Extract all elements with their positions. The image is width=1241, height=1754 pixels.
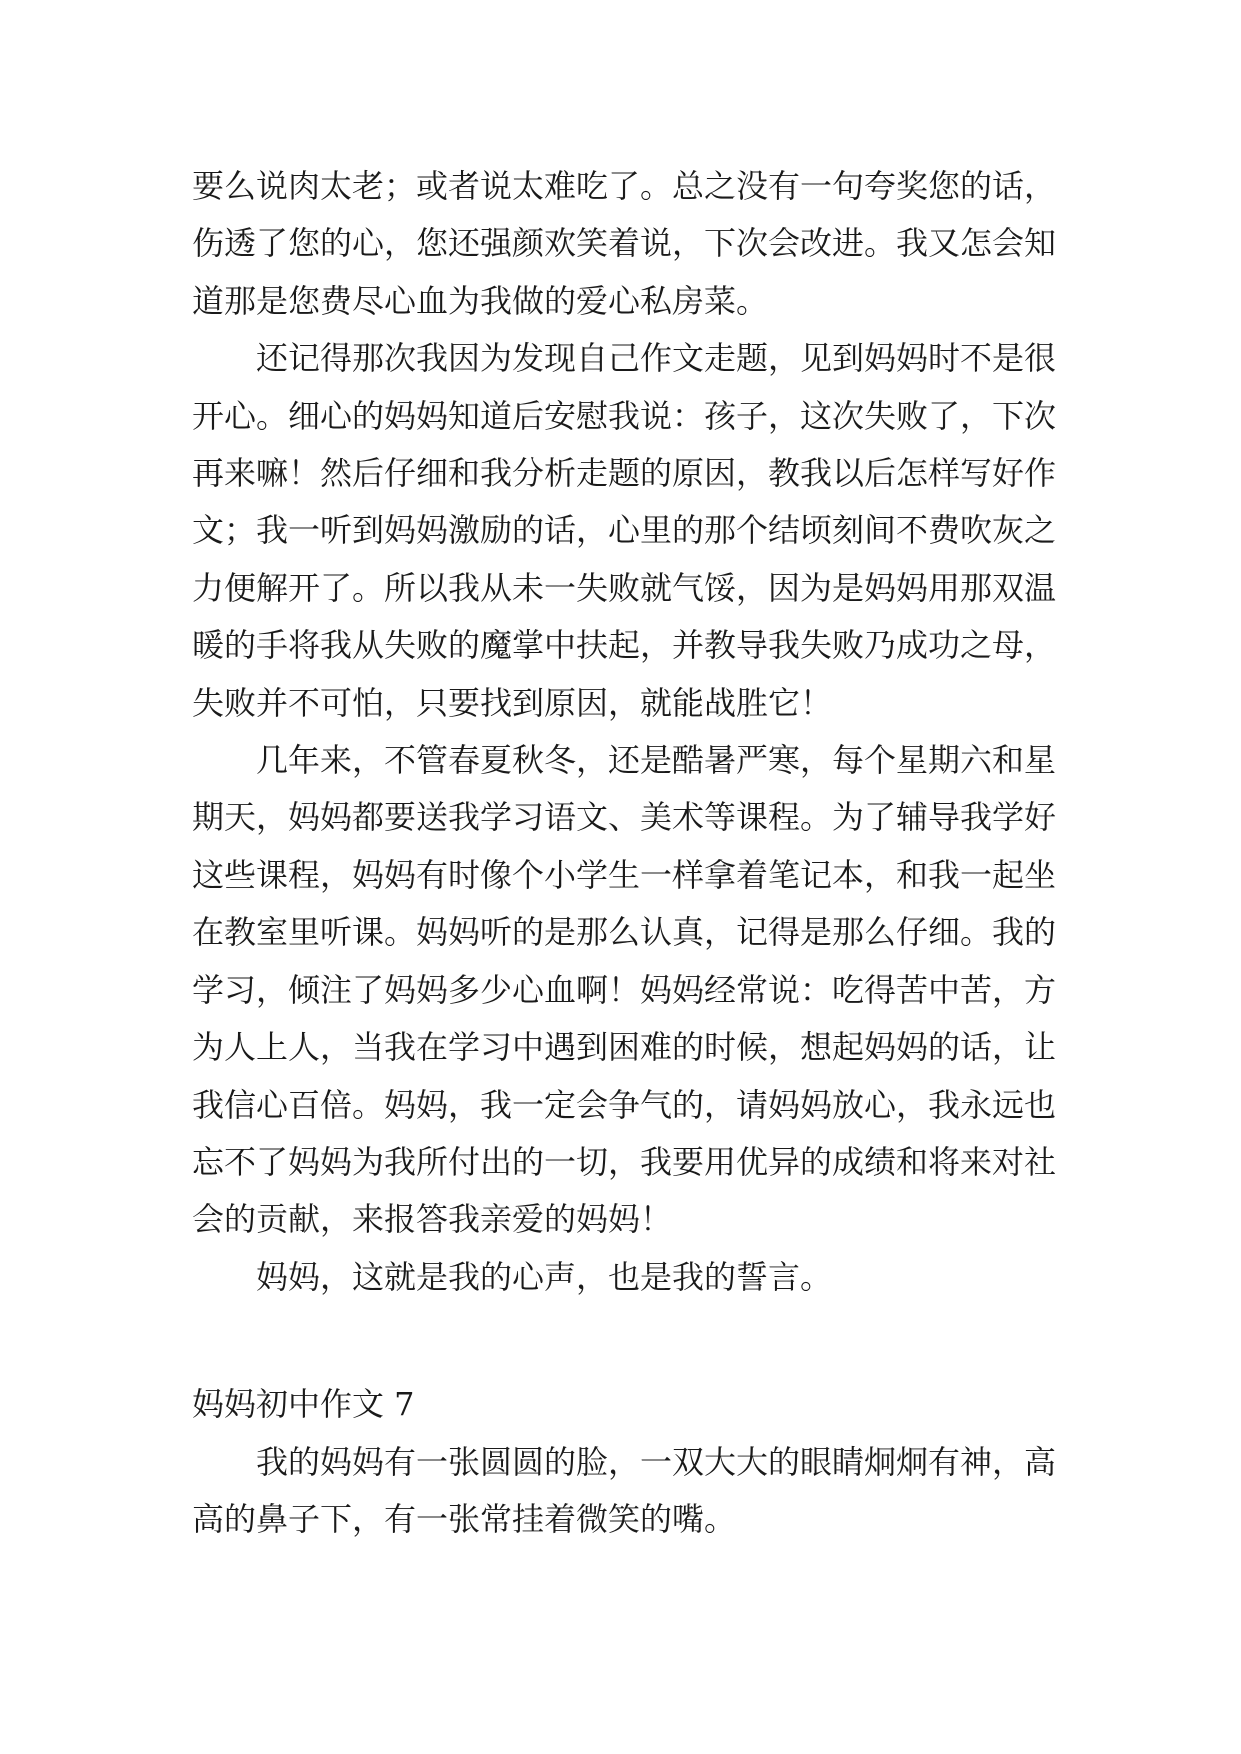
paragraph: 还记得那次我因为发现自己作文走题，见到妈妈时不是很开心。细心的妈妈知道后安慰我说：孩子，这次失败了，下次再来嘛！然后仔细和我分析走题的原因，教我以后怎样写好作文；我一听到妈妈激励的话，心里的那个结顷刻间不费吹灰之力便解开了。所以我从未一失败就气馁，因为是妈妈用那双温暖的手将我从失败的魔掌中扶起，并教导我失败乃成功之母，失败并不可怕，只要找到原因，就能战胜它！ — [192, 339, 1057, 722]
paragraph-continued: 要么说肉太老；或者说太难吃了。总之没有一句夸奖您的话，伤透了您的心，您还强颜欢笑着说，下次会改进。我又怎会知道那是您费尽心血为我做的爱心私房菜。 — [192, 167, 1057, 320]
paragraph: 几年来，不管春夏秋冬，还是酷暑严寒，每个星期六和星期天，妈妈都要送我学习语文、美术等课程。为了辅导我学好这些课程，妈妈有时像个小学生一样拿着笔记本，和我一起坐在教室里听课。妈妈听的是那么认真，记得是那么仔细。我的学习，倾注了妈妈多少心血啊！妈妈经常说：吃得苦中苦，方为人上人，当我在学习中遇到困难的时候，想起妈妈的话，让我信心百倍。妈妈，我一定会争气的，请妈妈放心，我永远也忘不了妈妈为我所付出的一切，我要用优异的成绩和将来对社会的贡献，来报答我亲爱的妈妈！ — [192, 741, 1057, 1239]
document-body — [192, 158, 1056, 1548]
paragraph: 妈妈，这就是我的心声，也是我的誓言。 — [256, 1257, 833, 1296]
section-title: 妈妈初中作文 7 — [192, 1385, 415, 1424]
paragraph: 我的妈妈有一张圆圆的脸，一双大大的眼睛炯炯有神，高高的鼻子下，有一张常挂着微笑的嘴。 — [192, 1442, 1057, 1538]
